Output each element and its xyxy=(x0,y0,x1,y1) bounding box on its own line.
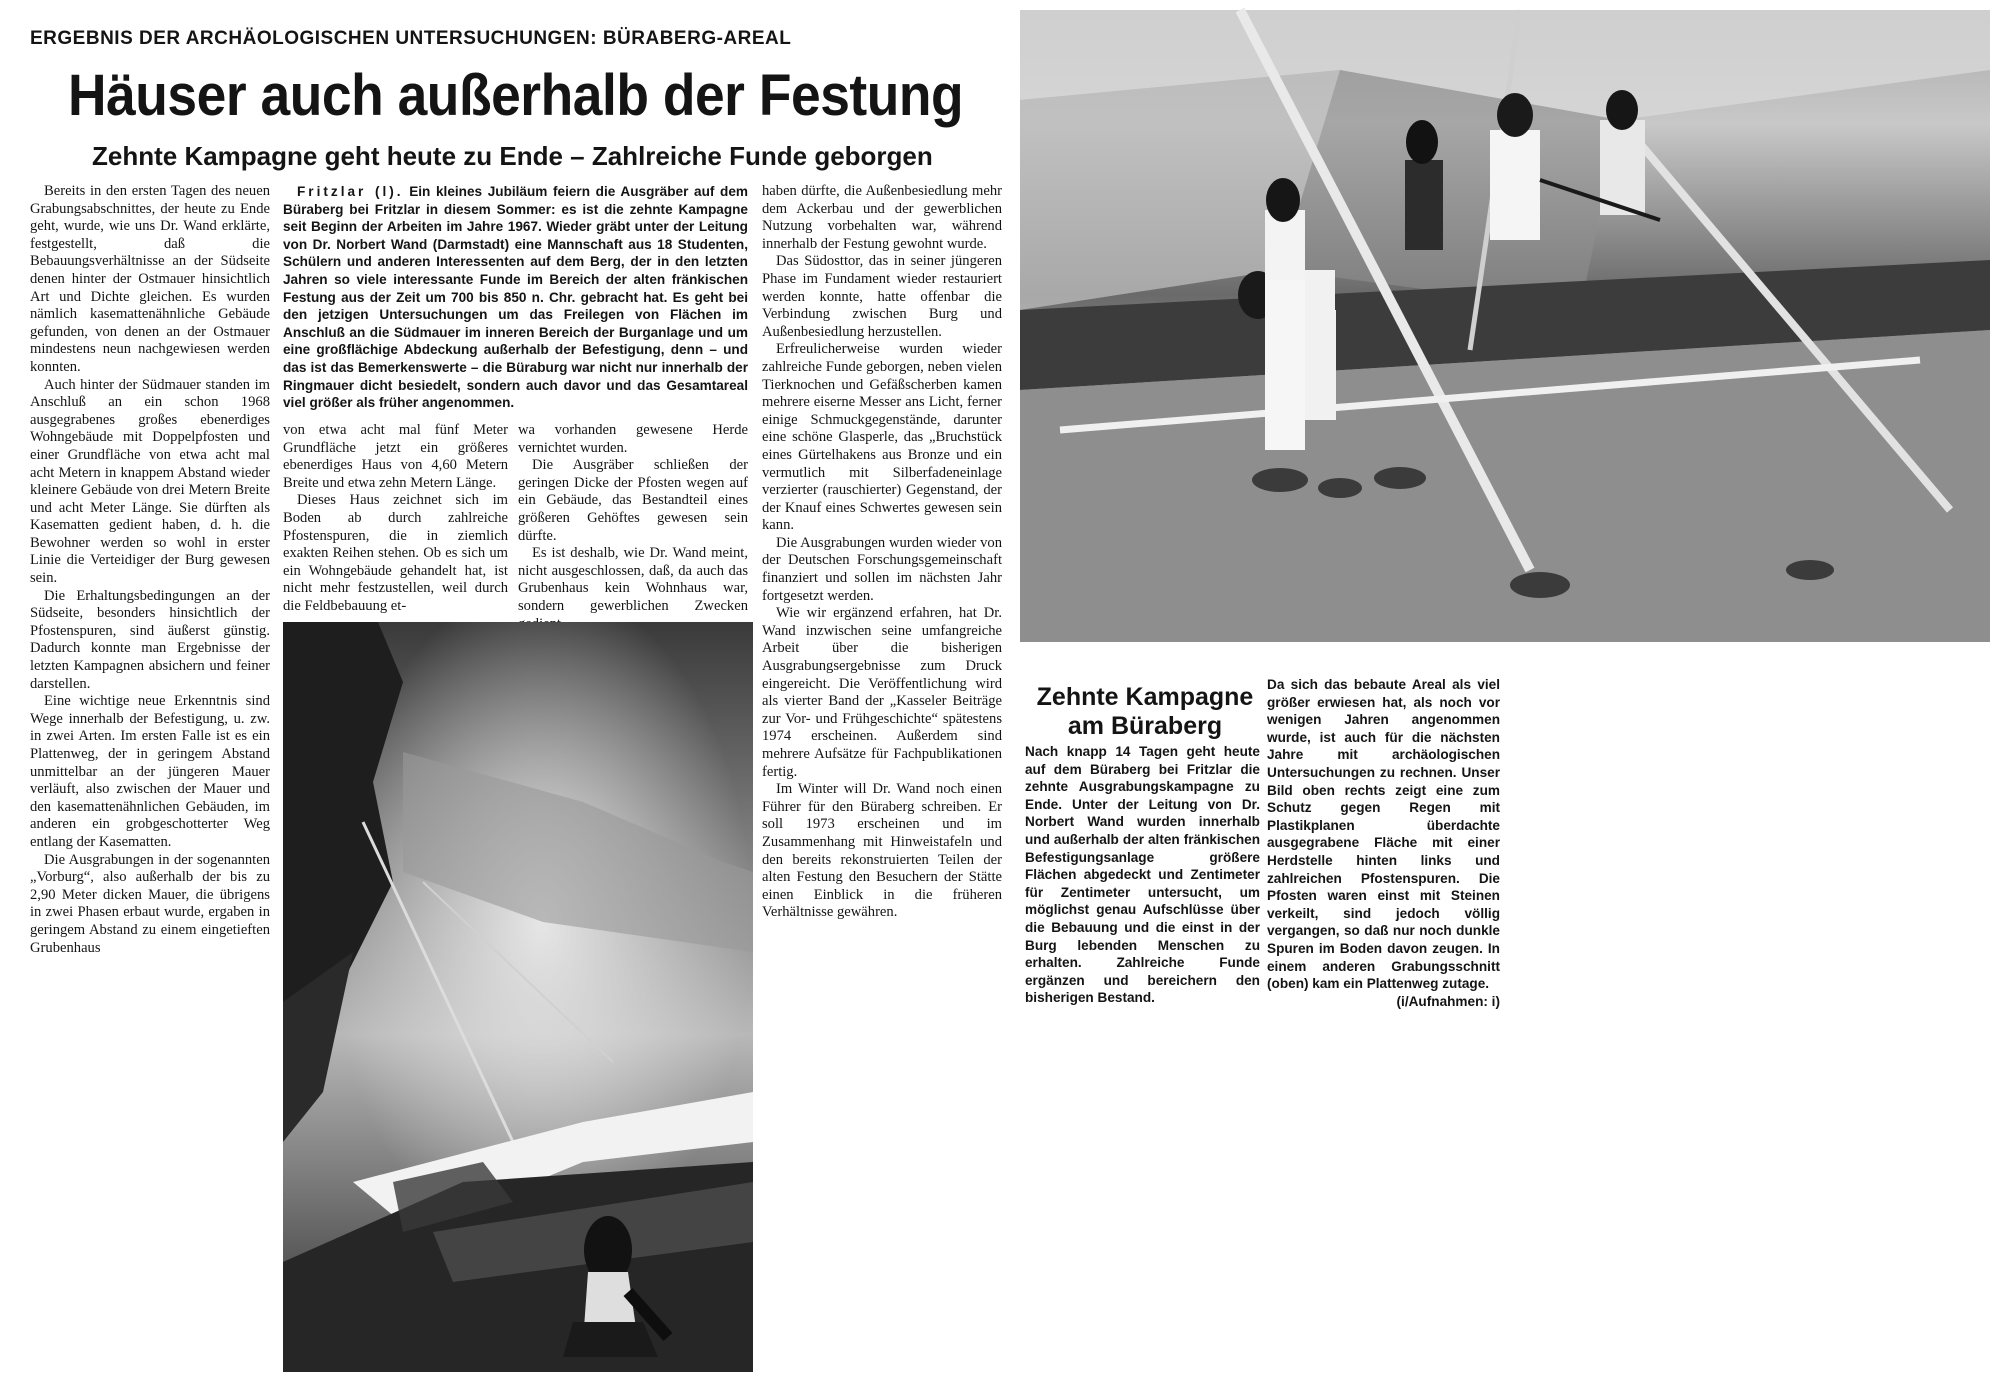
article-column-3 xyxy=(518,422,748,614)
paragraph: Die Ausgrabungen in der sogenannten „Vorburg“, also außerhalb der bis zu 2,90 Meter dicken Mauer, die übrigens in zwei Phasen erbaut wurde, ergaben in geringem Abstand zu einem eingetieften Grubenhaus xyxy=(30,851,270,956)
paragraph: Die Ausgräber schließen der geringen Dicke der Pfosten wegen auf ein Gebäude, das Bestandteil eines größeren Gehöftes gewesen sein dürfte. xyxy=(518,457,748,544)
paragraph: von etwa acht mal fünf Meter Grundfläche jetzt ein größeres ebenerdiges Haus von 4,60 Metern Breite und etwa zehn Metern Länge. xyxy=(283,422,508,491)
paragraph: Es ist deshalb, wie Dr. Wand meint, nicht ausgeschlossen, daß, da auch das Grubenhaus kein Wohnhaus war, sondern gewerblichen Zwecken xyxy=(518,545,748,614)
article-column-2 xyxy=(283,422,508,614)
sidebar-text: Nach knapp 14 Tagen geht heute auf dem Büraberg bei Fritzlar die zehnte Ausgrabungskampagne zu Ende. Unter der Leitung von Dr. Norbert Wand wurden innerhalb und außerhalb der alten fränkischen Befestigungsanlage größere Flächen abgedeckt und Zentimeter für Zentimeter untersucht, um möglichst genau Aufschlüsse über die Bebauung und die einst in der Burg lebenden Menschen zu erhalten. Zahlreiche Funde ergänzen und bereichern den bisherigen Bestand. xyxy=(1025,744,1260,1006)
sidebar-column-2 xyxy=(1267,676,1500,1009)
photo-credit: (i/Aufnahmen: i) xyxy=(1396,993,1500,1009)
sidebar-title-line-1: Zehnte Kampagne xyxy=(1036,683,1254,711)
paragraph: Die Ausgrabungen wurden wieder von der Deutschen Forschungsgemeinschaft finanziert und sollen im nächsten Jahr fortgesetzt werden. xyxy=(762,534,1002,604)
lead-paragraph xyxy=(283,183,748,413)
sidebar-text: Da sich das bebaute Areal als viel größer erwiesen hat, als noch vor wenigen Jahren angenommen wurde, ist auch für die nächsten Jahre mit archäologischen Untersuchungen zu rechnen. Unser Bild oben rechts zeigt eine zum Schutz gegen Regen mit Plastikplanen überdachte ausgegrabene Fläche mit einer Herdstelle hinten links und zahlreichen Pfostenspuren. Die Pfosten waren einst mit Steinen verkeilt, sind jedoch völlig vergangen, so daß nur noch dunkle Spuren im Boden davon zeugen. In einem anderen Grabungsschnitt (oben) kam ein Plattenweg zutage. xyxy=(1267,677,1500,992)
paragraph: Im Winter will Dr. Wand noch einen Führer für den Büraberg schreiben. Er soll 1973 erscheinen und im Zusammenhang mit Hinweistafeln und den bereits rekonstruierten Teilen der alten Festung den Besuchern der Stätte einen Einblick in die früheren Verhältnisse gewähren. xyxy=(762,781,1002,921)
photo-image xyxy=(283,622,753,1372)
paragraph: Auch hinter der Südmauer standen im Anschluß an ein schon 1968 ausgegrabenes großes ebenerdiges Wohngebäude mit Doppelpfosten und einer Grundfläche von etwa acht mal acht Metern in knappem Abstand wieder kleinere Gebäude von drei Metern Breite und acht Meter Länge. Sie dürften als Kasematten gedient haben, d. h. die Bewohner werden so wohl in erster Linie die Verteidiger der Burg gewesen sein. xyxy=(30,376,270,587)
kicker: ERGEBNIS DER ARCHÄOLOGISCHEN UNTERSUCHUNGEN: BÜRABERG-AREAL xyxy=(30,28,792,49)
dateline: Fritzlar (l). xyxy=(297,184,404,199)
paragraph: Das Südosttor, das in seiner jüngeren Phase im Fundament wieder restauriert werden konnte, hatte offenbar die Verbindung zwischen Burg und Außenbesiedlung herzustellen. xyxy=(762,253,1002,340)
paragraph: Wie wir ergänzend erfahren, hat Dr. Wand inzwischen seine umfangreiche Arbeit über die bisherigen Ausgrabungsergebnisse zum Druck eingereicht. Die Veröffentlichung wird als vierter Band der „Kasseler Beiträge zur Vor- und Frühgeschichte“ spätestens 1974 erscheinen. Außerdem sind mehrere Aufsätze für Fachpublikationen fertig. xyxy=(762,605,1002,780)
paragraph: Die Erhaltungsbedingungen an der Südseite, besonders hinsichtlich der Pfostenspuren, sind äußerst günstig. Dadurch konnte man Ergebnisse der letzten Kampagnen absichern und feiner darstellen. xyxy=(30,587,270,692)
excavation-photo-tent xyxy=(1020,10,1990,642)
paragraph: Bereits in den ersten Tagen des neuen Grabungsabschnittes, der heute zu Ende geht, wurde, wie uns Dr. Wand erklärte, festgestellt, daß die Bebauungsverhältnisse an der Südseite denen hinter der Ostmauer hinsichtlich Art und Dichte gleichen. Es wurden nämlich kasemattenähnliche Gebäude gefunden, von denen an der Ostmauer mindestens neun nachgewiesen werden konnten. xyxy=(30,183,270,375)
paragraph: Erfreulicherweise wurden wieder zahlreiche Funde geborgen, neben vielen Tierknochen und Gefäßscherben kamen mehrere eiserne Messer ans Licht, ferner einige Schmuckgegenstände, darunter eine schöne Glasperle, das „Bruchstück eines Gürtelhakens aus Bronze und ein vermutlich mit Silberfadeneinlage verzierter (rauschierter) Gegenstand, der der Knauf eines Schwertes gewesen sein kann. xyxy=(762,341,1002,534)
sidebar-column-1 xyxy=(1025,743,1260,1006)
paragraph: haben dürfte, die Außenbesiedlung mehr dem Ackerbau und der gewerblichen Nutzung vorbehalten war, während innerhalb der Festung gewohnt wurde. xyxy=(762,183,1002,252)
paragraph: Dieses Haus zeichnet sich im Boden ab durch zahlreiche Pfostenspuren, die in ziemlich exakten Reihen stehen. Ob es sich um ein Wohngebäude gehandelt hat, ist nicht mehr festzustellen, weil durch die Feldbebauung et- xyxy=(283,492,508,614)
article-column-4 xyxy=(762,183,1002,983)
paragraph: wa vorhanden gewesene Herde vernichtet wurden. xyxy=(518,422,748,456)
sidebar-title xyxy=(1025,683,1265,741)
paragraph: Eine wichtige neue Erkenntnis sind Wege innerhalb der Befestigung, u. zw. in zwei Arten. Im ersten Falle ist es ein Plattenweg, der in geringem Abstand unmittelbar an der jüngeren Mauer verläuft, also zwischen der Mauer und den kasemattenähnlichen Gebäuden, im anderen ein grobgeschotterter Weg entlang der Kasematten. xyxy=(30,693,270,850)
lead-text: Ein kleines Jubiläum feiern die Ausgräber auf dem Büraberg bei Fritzlar in diesem Sommer: es ist die zehnte Kampagne seit Beginn der Arbeiten im Jahre 1967. Wieder gräbt unter der Leitung von Dr. Norbert Wand (Darmstadt) eine Mannschaft aus 18 Studenten, Schülern und anderen Interessenten auf dem Berg, der in den letzten Jahren so viele interessante Funde im Bereich der alten fränkischen Festung aus der Zeit um 700 bis 850 n. Chr. gebracht hat. Es geht bei den jetzigen Untersuchungen um das Freilegen von Flächen im Anschluß an die Südmauer im inneren Bereich der Burganlage und um eine großflächige Abdeckung außerhalb der Befestigung, denn – und das ist das Bemerkenswerte – die Büraburg war nicht nur innerhalb der Ringmauer dicht besiedelt, sondern auch davor und das Gesamtareal viel größer als früher angenommen. xyxy=(283,184,748,411)
subheadline: Zehnte Kampagne geht heute zu Ende – Zahlreiche Funde geborgen xyxy=(92,141,933,171)
headline: Häuser auch außerhalb der Festung xyxy=(68,63,964,128)
excavation-photo-trench xyxy=(283,622,753,1372)
article-column-1 xyxy=(30,183,270,978)
sidebar-title-line-2: am Büraberg xyxy=(1067,712,1223,740)
photo-image xyxy=(1020,10,1990,642)
